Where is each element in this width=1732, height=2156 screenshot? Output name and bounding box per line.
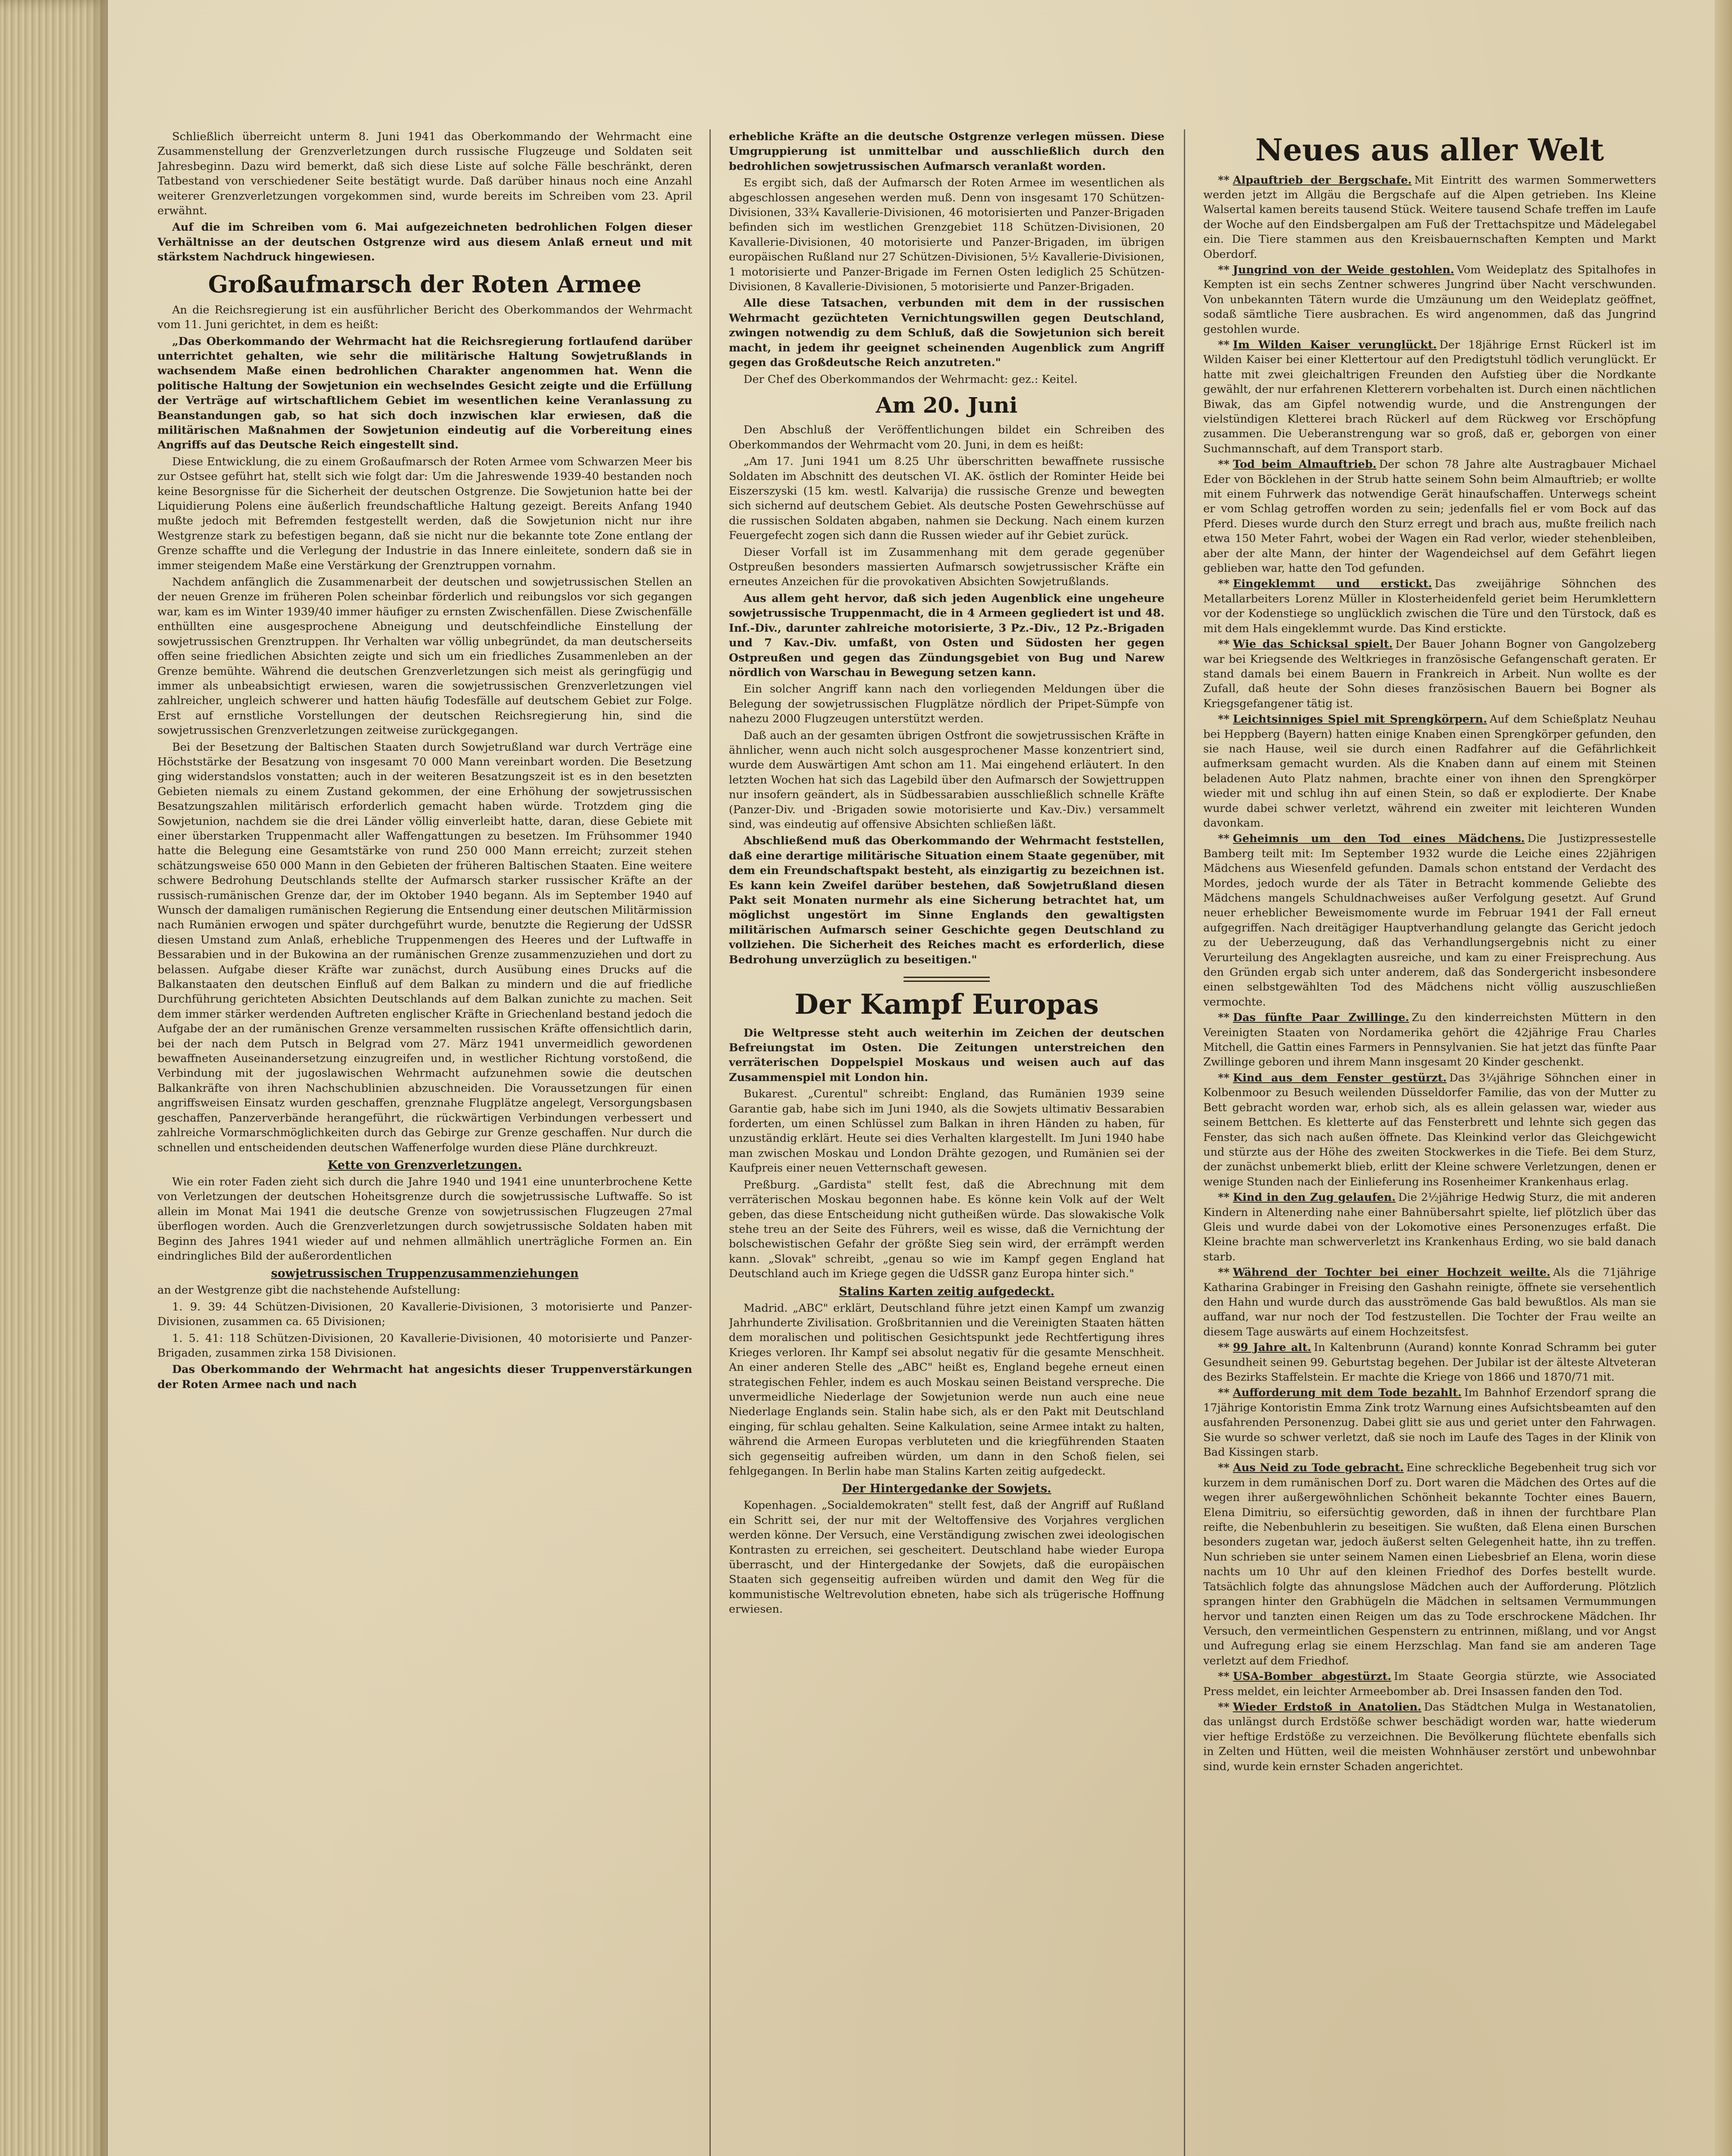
item-marker: ** [1218,1670,1230,1683]
news-item [1203,263,1656,337]
list-item: 1. 5. 41: 118 Schützen-Divisionen, 20 Kavallerie-Divisionen, 40 motorisierte und Panzer-Brigaden, zusammen zirka 158 Divisionen. [157,1332,692,1360]
item-headline: 99 Jahre alt. [1233,1341,1312,1354]
item-text: Im Bahnhof Erzendorf sprang die 17jährige Kontoristin Emma Zink trotz Warnung eines Aufsichtsbeamten auf den ausfahrenden Personenzug. Dabei glitt sie aus und geriet unter den Fahrwagen. Sie wurde so schwer verletzt, daß sie noch im Laufe des Tages in der Klinik von Bad Kissingen starb. [1203,1386,1656,1459]
news-item [1203,1385,1656,1460]
item-marker: ** [1218,263,1230,276]
item-headline: Geheimnis um den Tod eines Mädchens. [1233,832,1525,846]
news-item [1203,173,1656,262]
paragraph: Bei der Besetzung der Baltischen Staaten durch Sowjetrußland war durch Verträge eine Höchststärke der Besatzung von insgesamt 70 000 Mann vereinbart worden. Die Besetzung ging widerstandslos vonstatten; auch in der weiteren Besatzungszeit ist es in den besetzten Gebieten niemals zu einem Zustand gekommen, der eine Erhöhung der sowjetrussischen Besatzungszahlen militärisch erforderlich gemacht haben würde. Trotzdem ging die Sowjetunion, nachdem sie die drei Länder völlig einverleibt hatte, daran, diese Gebiete mit einer überstarken Truppenmacht aller Waffengattungen zu besetzen. Im Frühsommer 1940 hatte die Belegung eine Gesamtstärke von rund 250 000 Mann erreicht; zurzeit stehen schätzungsweise 650 000 Mann in den Gebieten der früheren Baltischen Staaten. Eine weitere schwere Bedrohung Deutschlands stellte der Aufmarsch starker russischer Kräfte an der russisch-rumänischen Grenze dar, der im Oktober 1940 begann. Als im September 1940 auf Wunsch der damaligen rumänischen Regierung die Entsendung einer deutschen Militärmission nach Rumänien erwogen und später durchgeführt wurde, benutzte die Regierung der UdSSR diesen Umstand zum Anlaß, erhebliche Truppenmengen des Heeres und der Luftwaffe in Bessarabien und in der Bukowina an der rumänischen Grenze zusammenzuziehen und dort zu belassen. Aufgabe dieser Kräfte war zunächst, durch Ausübung eines Drucks auf die Balkanstaaten den deutschen Einfluß auf dem Balkan zu mindern und die auf friedliche Durchführung gerichteten Absichten Deutschlands auf dem Balkan zunichte zu machen. Seit dem immer stärker werdenden Auftreten englischer Kräfte in Griechenland bestand jedoch die Aufgabe der an der rumänischen Grenze versammelten russischen Kräfte offensichtlich darin, bei der nach dem Putsch in Belgrad vom 27. März 1941 unvermeidlich gewordenen bewaffneten Auseinandersetzung einzugreifen und, in westlicher Richtung vorstoßend, die Verbindung mit der jugoslawischen Wehrmacht aufzunehmen sowie die deutschen Balkankräfte von ihren Nachschublinien abzuschneiden. Die Voraussetzungen für einen angriffsweisen Einsatz wurden geschaffen, grenznahe Flugplätze angelegt, Versorgungsbasen geschaffen, Panzerverbände herangeführt, die rückwärtigen Verbindungen verbessert und zahlreiche Vormarschmöglichkeiten durch das Gebirge zur Grenze geschaffen. Nur durch die schnellen und entscheidenden deutschen Waffenerfolge wurden diese Pläne durchkreuzt. [157,740,692,1154]
item-headline: Alpauftrieb der Bergschafe. [1233,173,1412,187]
paragraph: Preßburg. „Gardista" stellt fest, daß die Abrechnung mit dem verräterischen Moskau begonnen habe. Es könne kein Volk auf der Welt geben, das diese Entscheidung nicht gutheißen würde. Das slowakische Volk stehe treu an der Seite des Führers, weil es wisse, daß die Vernichtung der bolschewistischen Gefahr der größte Sieg sein wird, der errämpft werden kann. „Slovak" schreibt, „genau so wie im Kampf gegen England hat Deutschland auch im Kriege gegen die UdSSR ganz Europa hinter sich." [729,1178,1164,1281]
paragraph: Schließlich überreicht unterm 8. Juni 1941 das Oberkommando der Wehrmacht eine Zusammenstellung der Grenzverletzungen durch russische Flugzeuge und Soldaten seit Jahresbeginn. Dazu wird bemerkt, daß sich diese Liste auf solche Fälle beschränkt, deren Tatbestand von verschiedener Seite bestätigt wurde. Daß darüber hinaus noch eine Anzahl weiterer Grenzverletzungen vorgekommen sind, wurde bereits im Schreiben vom 23. April erwähnt. [157,130,692,218]
item-marker: ** [1218,713,1230,726]
paragraph: „Am 17. Juni 1941 um 8.25 Uhr überschritten bewaffnete russische Soldaten im Abschnitt des deutschen VI. AK. östlich der Rominter Heide bei Eiszerszyski (15 km. westl. Kalvarija) die russische Grenze und bewegten sich sichernd auf deutschem Gebiet. Als deutsche Posten Gewehrschüsse auf die russischen Soldaten abgaben, nahmen sie Deckung. Nach einem kurzen Feuergefecht zogen sich dann die Russen wieder auf ihr Gebiet zurück. [729,455,1164,542]
column-left [157,129,692,2156]
paragraph: Auf die im Schreiben vom 6. Mai aufgezeichneten bedrohlichen Folgen dieser Verhältnisse an der deutschen Ostgrenze wird aus diesem Anlaß erneut und mit stärkstem Nachdruck hingewiesen. [157,221,692,264]
item-text: Das zweijährige Söhnchen des Metallarbeiters Lorenz Müller in Klosterheidenfeld geriet beim Herumklettern vor der Kodenstiege so unglücklich zwischen die Türe und den Türstock, daß es mit dem Hals eingeklemmt wurde. Das Kind erstickte. [1203,577,1656,635]
item-text: Die 2½jährige Hedwig Sturz, die mit anderen Kindern in Altenerding nahe einer Bahnübersahrt spielte, lief plötzlich über das Gleis und wurde dabei von der Lokomotive eines Personenzuges erfaßt. Die Kleine brachte man schwerverletzt ins Krankenhaus Erding, wo sie bald danach starb. [1203,1191,1656,1263]
news-item [1203,712,1656,830]
item-headline: Im Wilden Kaiser verunglückt. [1233,338,1437,351]
item-marker: ** [1218,1071,1230,1084]
paragraph: Daß auch an der gesamten übrigen Ostfront die sowjetrussischen Kräfte in ähnlicher, wenn auch nicht solch ausgesprochener Masse konzentriert sind, wurde dem Auswärtigen Amt schon am 11. Mai eingehend erläutert. In den letzten Wochen hat sich das Lagebild über den Aufmarsch der Sowjettruppen nur insofern geändert, als in Südbessarabien ausschließlich schnelle Kräfte (Panzer-Div. und -Brigaden sowie motorisierte und Kav.-Div.) versammelt sind, was eindeutig auf offensive Absichten schließen läßt. [729,729,1164,831]
item-headline: Tod beim Almauftrieb. [1233,458,1377,471]
news-item [1203,1340,1656,1385]
item-headline: Wieder Erdstoß in Anatolien. [1233,1700,1421,1714]
news-item [1203,1071,1656,1189]
item-text: Der schon 78 Jahre alte Austragbauer Michael Eder von Böcklehen in der Strub hatte seinem Sohn beim Almauftrieb; er wollte mit einem Fuhrwerk das notwendige Gerät hinaufschaffen. Unterwegs scheint er vom Schlag getroffen worden zu sein; jedenfalls fiel er vom Bock auf das Pferd. Dieses wurde durch den Sturz erregt und brach aus, mußte freilich nach etwa 150 Meter Fahrt, wobei der Wagen ein Rad verlor, wieder stehenbleiben, aber der alte Mann, der hinter der Wagendeichsel auf dem Gefährt liegen geblieben war, hatte den Tod gefunden. [1203,458,1656,575]
item-headline: Jungrind von der Weide gestohlen. [1233,263,1454,276]
quote-paragraph: „Das Oberkommando der Wehrmacht hat die Reichsregierung fortlaufend darüber unterrichtet gehalten, wie sehr die militärische Haltung Sowjetrußlands in wachsendem Maße einen bedrohlichen Charakter angenommen hat. Wenn die politische Haltung der Sowjetunion ein wechselndes Gesicht zeigte und die Erfüllung der Verträge auf wirtschaftlichem Gebiet im wesentlichen keine Veranlassung zu Beanstandungen gab, so hat sich doch inzwischen klar erwiesen, daß die militärischen Maßnahmen der Sowjetunion eindeutig auf die Vorbereitung eines Angriffs auf das Deutsche Reich eingestellt sind. [157,335,692,452]
item-marker: ** [1218,458,1230,471]
column-right [1203,129,1656,2156]
item-text: Als die 71jährige Katharina Grabinger in Freising den Gashahn reinigte, öffnete sie versehentlich den Hahn und wurde durch das ausströmende Gas bald bewußtlos. Als man sie auffand, war nur noch der Tod festzustellen. Die Tochter der Frau weilte an diesem Tage auswärts auf einem Hochzeitsfest. [1203,1266,1656,1338]
news-item [1203,1265,1656,1339]
paragraph: Das Oberkommando der Wehrmacht hat angesichts dieser Truppenverstärkungen der Roten Armee nach und nach [157,1363,692,1391]
item-marker: ** [1218,173,1230,187]
paragraph: Bukarest. „Curentul" schreibt: England, das Rumänien 1939 seine Garantie gab, habe sich im Juni 1940, als die Sowjets ultimativ Bessarabien forderten, um einen Schlüssel zum Balkan in ihren Händen zu haben, für unzuständig erklärt. Heute sei dies Verhalten klargestellt. Im Juni 1940 habe man zwischen Moskau und London Drähte gezogen, und Rumänien sei der Kaufpreis einer neuen Vetternschaft gewesen. [729,1087,1164,1175]
column-rule [1184,129,1185,2156]
item-headline: Das fünfte Paar Zwillinge. [1233,1011,1409,1025]
item-marker: ** [1218,832,1230,846]
news-list [1203,173,1656,1774]
news-item [1203,831,1656,1009]
item-marker: ** [1218,338,1230,351]
item-headline: Kind in den Zug gelaufen. [1233,1191,1396,1204]
page-edge-right [1715,0,1732,2156]
article-heading: Der Kampf Europas [794,988,1099,1021]
news-item [1203,577,1656,636]
news-item [1203,1669,1656,1699]
item-headline: Kind aus dem Fenster gestürzt. [1233,1071,1447,1084]
paragraph: Nachdem anfänglich die Zusammenarbeit der deutschen und sowjetrussischen Stellen an der neuen Grenze im früheren Polen scheinbar förderlich und reibungslos vor sich gegangen war, kam es im Winter 1939/40 immer häufiger zu ernsten Zwischenfällen. Diese Zwischenfälle enthüllten eine ausgesprochene Abneigung und deutschfeindliche Einstellung der sowjetrussischen Grenztruppen. Ihr Verhalten war völlig unbegründet, da man deutscherseits offen seine friedlichen Absichten zeigte und sich um ein friedliches Zusammenleben an der Grenze bemühte. Während die deutschen Grenzverletzungen sich meist als geringfügig und immer als unbeabsichtigt erwiesen, waren die sowjetrussischen Grenzverletzungen viel zahlreicher, ungleich schwerer und hatten häufig Todesfälle auf deutschem Gebiet zur Folge. Erst auf ernstliche Vorstellungen der deutschen Reichsregierung hin, sind die sowjetrussischen Grenzverletzungen zeitweise zurückgegangen. [157,576,692,737]
paragraph: Alle diese Tatsachen, verbunden mit dem in der russischen Wehrmacht gezüchteten Vernichtungswillen gegen Deutschland, zwingen notwendig zu dem Schluß, daß die Sowjetunion sich bereit macht, in jedem ihr geeignet scheinenden Augenblick zum Angriff gegen das Großdeutsche Reich anzutreten." [729,297,1164,370]
column-rule [709,129,711,2156]
item-headline: Aus Neid zu Tode gebracht. [1233,1461,1404,1475]
item-text: Vom Weideplatz des Spitalhofes in Kempten ist ein sechs Zentner schweres Jungrind über Nacht verschwunden. Von unbekannten Tätern wurde die Umzäunung um den Weideplatz geöffnet, sodaß sämtliche Tiere ausbrachen. Es wird angenommen, daß das Jungrind gestohlen wurde. [1203,263,1656,336]
paragraph: Ein solcher Angriff kann nach den vorliegenden Meldungen über die Belegung der sowjetrussischen Flugplätze nördlich der Pripet-Sümpfe von nahezu 2000 Flugzeugen unterstützt werden. [729,683,1164,726]
news-item [1203,457,1656,576]
section-heading: Neues aus aller Welt [1255,132,1604,168]
item-marker: ** [1218,1341,1230,1354]
item-headline: Leichtsinniges Spiel mit Sprengkörpern. [1233,713,1487,726]
item-headline: USA-Bomber abgestürzt. [1233,1670,1392,1683]
news-item [1203,1460,1656,1668]
news-item [1203,1190,1656,1264]
subheading: sowjetrussischen Truppenzusammenziehungen [271,1267,579,1281]
item-text: Der Bauer Johann Bogner von Gangolzeberg war bei Kriegsende des Weltkrieges in französische Gefangenschaft geraten. Er stand damals bei einem Bauern in Frankreich in Arbeit. Nun wollte es der Zufall, daß heute der Sohn dieses französischen Bauern bei Bogner als Kriegsgefangener tätig ist. [1203,638,1656,710]
subheading: Der Hintergedanke der Sowjets. [842,1482,1051,1496]
item-headline: Aufforderung mit dem Tode bezahlt. [1233,1386,1462,1400]
item-marker: ** [1218,577,1230,591]
item-text: Auf dem Schießplatz Neuhau bei Heppberg (Bayern) hatten einige Knaben einen Sprengkörper gefunden, den sie nach Hause, weil sie durch einen Radfahrer auf die Gefährlichkeit aufmerksam gemacht wurden. Als die Knaben dann auf einem mit Steinen beladenen Auto Platz nahmen, brachte einer von ihnen den Sprengkörper wieder mit und schlug ihn auf einen Stein, so daß er explodierte. Der Knabe wurde dabei schwer verletzt, während ein zweiter mit leichteren Wunden davonkam. [1203,713,1656,830]
news-item [1203,637,1656,711]
paragraph: Dieser Vorfall ist im Zusammenhang mit dem gerade gegenüber Ostpreußen besonders massierten Aufmarsch sowjetrussischer Kräfte ein erneutes Anzeichen für die provokativen Absichten Sowjetrußlands. [729,545,1164,589]
paragraph: Madrid. „ABC" erklärt, Deutschland führe jetzt einen Kampf um zwanzig Jahrhunderte Zivilisation. Großbritannien und die Vereinigten Staaten hätten dem moralischen und politischen Gesichtspunkt jede Rechtfertigung ihres Krieges verloren. Ihr Kampf sei absolut negativ für die gesamte Menschheit. An einer anderen Stelle des „ABC" heißt es, England begehe erneut einen strategischen Fehler, indem es auch Moskau seinen Beistand verspreche. Die unvermeidliche Niederlage der Sowjetunion werde nun auch eine neue Niederlage Englands sein. Stalin habe sich, als er den Pakt mit Deutschland einging, für schlau gehalten. Seine Kalkulation, seine Armee intakt zu halten, während die Armeen Europas verbluteten und die kriegführenden Staaten sich gegenseitig aufreiben würden, um dann in den Schoß fielen, sei fehlgegangen. In Berlin habe man Stalins Karten zeitig aufgedeckt. [729,1301,1164,1478]
item-text: Das Städtchen Mulga in Westanatolien, das unlängst durch Erdstöße schwer beschädigt worden war, hatte wiederum vier heftige Erdstöße zu verzeichnen. Die Bevölkerung flüchtete ebenfalls sich in Zelten und Hütten, weil die meisten Wohnhäuser zerstört und unbewohnbar sind, wurde kein ernster Schaden angerichtet. [1203,1700,1656,1773]
news-item [1203,1700,1656,1774]
news-item [1203,338,1656,456]
item-text: Eine schreckliche Begebenheit trug sich vor kurzem in dem rumänischen Dorf zu. Dort waren die Mädchen des Ortes auf die wegen ihrer außergewöhnlichen Schönheit bekannte Tochter eines Bauern, Elena Dimitriu, so eifersüchtig geworden, daß in ihnen der furchtbare Plan reifte, die Nebenbuhlerin zu beseitigen. Sie wußten, daß Elena einen Burschen besonders zugetan war, jedoch äußerst selten Gelegenheit hatte, ihn zu treffen. Nun schrieben sie unter seinem Namen einen Liebesbrief an Elena, worin diese nachts um 10 Uhr auf den kleinen Friedhof des Dorfes bestellt wurde. Tatsächlich folgte das ahnungslose Mädchen auch der Aufforderung. Plötzlich sprangen hinter den Grabhügeln die Mädchen in seltsamen Vermummungen hervor und tanzten einen Reigen um das zu Tode erschrockene Mädchen. Ihr Versuch, den vermeintlichen Gespenstern zu entrinnen, mißlang, und vor Angst und Aufregung erlag sie einem Herzschlag. Man fand sie am anderen Tage verletzt auf dem Friedhof. [1203,1461,1656,1667]
item-text: Mit Eintritt des warmen Sommerwetters werden jetzt im Allgäu die Bergschafe auf die Alpen getrieben. Ins Kleine Walsertal kamen bereits tausend Stück. Weitere tausend Schafe treffen im Laufe der Woche auf den Eindsbergalpen am Fuß der Trettachspitze und Mädelegabel ein. Die Tiere stammen aus den Kreisbauernschaften Kempten und Markt Oberdorf. [1203,173,1656,261]
paragraph: Es ergibt sich, daß der Aufmarsch der Roten Armee im wesentlichen als abgeschlossen angesehen werden muß. Denn von insgesamt 170 Schützen-Divisionen, 33¾ Kavallerie-Divisionen, 46 motorisierten und Panzer-Brigaden befinden sich im westlichen Grenzgebiet 118 Schützen-Divisionen, 20 Kavallerie-Divisionen, 40 motorisierte und Panzer-Brigaden, im übrigen europäischen Rußland nur 27 Schützen-Divisionen, 5½ Kavallerie-Divisionen, 1 motorisierte und Panzer-Brigade im Fernen Osten lediglich 25 Schützen-Divisionen, 8 Kavallerie-Divisionen, 5 motorisierte und Panzer-Brigaden. [729,176,1164,294]
subheading: Kette von Grenzverletzungen. [327,1158,522,1172]
item-marker: ** [1218,1461,1230,1475]
item-headline: Wie das Schicksal spielt. [1233,638,1393,651]
subheading: Stalins Karten zeitig aufgedeckt. [839,1285,1054,1298]
item-marker: ** [1218,1700,1230,1714]
item-marker: ** [1218,1386,1230,1400]
paragraph: Diese Entwicklung, die zu einem Großaufmarsch der Roten Armee vom Schwarzen Meer bis zur Ostsee geführt hat, stellt sich wie folgt dar: Um die Jahreswende 1939-40 bestanden noch keine Besorgnisse für die Sicherheit der deutschen Ostgrenze. Die Sowjetunion hatte bei der Liquidierung Polens eine äußerlich freundschaftliche Haltung gezeigt. Bereits Anfang 1940 mußte jedoch mit Befremden festgestellt werden, daß die Sowjetunion nicht nur ihre Westgrenze stark zu befestigen begann, daß sie nicht nur die bekannte tote Zone entlang der Grenze schaffte und die Verlegung der Industrie in das Innere einleitete, sondern daß sie in immer steigendem Maße eine Verstärkung der Grenztruppen vornahm. [157,455,692,572]
item-headline: Eingeklemmt und erstickt. [1233,577,1432,591]
item-marker: ** [1218,638,1230,651]
paragraph: Wie ein roter Faden zieht sich durch die Jahre 1940 und 1941 eine ununterbrochene Kette von Verletzungen der deutschen Hoheitsgrenze durch die sowjetrussische Luftwaffe. So ist allein im Monat Mai 1941 die deutsche Grenze von sowjetrussischen Flugzeugen 27mal überflogen worden. Auch die Grenzverletzungen durch sowjetrussische Soldaten haben mit Beginn des Jahres 1941 wieder auf und nehmen allmählich unerträgliche Formen an. Ein eindringliches Bild der außerordentlichen [157,1175,692,1263]
paragraph: an der Westgrenze gibt die nachstehende Aufstellung: [157,1284,461,1297]
item-text: Das 3¼jährige Söhnchen einer in Kolbenmoor zu Besuch weilenden Düsseldorfer Familie, das von der Mutter zu Bett gebracht worden war, erhob sich, als es allein gelassen war, wieder aus seinem Bettchen. Es kletterte auf das Fensterbrett und lehnte sich gegen das Fenster, das sich nach außen öffnete. Das Kleinkind verlor das Gleichgewicht und stürzte aus der Höhe des zweiten Stockwerkes in die Tiefe. Bei dem Sturz, der zunächst unbemerkt blieb, erlitt der Kleine schwere Verletzungen, denen er wenige Stunden nach der Einlieferung ins Rosenheimer Krankenhaus erlag. [1203,1071,1656,1188]
item-text: Der 18jährige Ernst Rückerl ist im Wilden Kaiser bei einer Klettertour auf den Predigtstuhl tödlich verunglückt. Er hatte mit zwei gleichaltrigen Freunden den Aufstieg über die Nordkante gewählt, der nur erfahrenen Kletterern vorbehalten ist. Durch einen nächtlichen Biwak, das am Gipfel notwendig wurde, und die Anstrengungen der vielstündigen Kletterei brach Rückerl auf dem Rückweg vor Erschöpfung zusammen. Die Ueberanstrengung war so groß, daß er, geborgen von einer Suchmannschaft, auf dem Transport starb. [1203,338,1656,455]
item-headline: Während der Tochter bei einer Hochzeit weilte. [1233,1266,1550,1279]
column-middle [729,129,1164,2156]
paragraph: Aus allem geht hervor, daß sich jeden Augenblick eine ungeheure sowjetrussische Truppenmacht, die in 4 Armeen gegliedert ist und 48. Inf.-Div., darunter zahlreiche motorisierte, 3 Pz.-Div., 12 Pz.-Brigaden und 7 Kav.-Div. umfaßt, von Osten und Südosten her gegen Ostpreußen und gegen das Zündungsgebiet von Bug und Narew nördlich von Warschau in Bewegung setzen kann. [729,592,1164,679]
article-heading: Großaufmarsch der Roten Armee [208,270,642,298]
item-marker: ** [1218,1266,1230,1279]
article-heading: Am 20. Juni [875,392,1018,418]
item-text: Die Justizpressestelle Bamberg teilt mit: Im September 1932 wurde die Leiche eines 22jährigen Mädchens aus Wiesenfeld gefunden. Damals schon entstand der Verdacht des Mordes, jedoch wurde der als Täter in Betracht kommende Geliebte des Mädchens mangels Schuldnachweises außer Verfolgung gesetzt. Auf Grund neuer erheblicher Beweismomente wurde im Februar 1941 der Fall erneut aufgegriffen. Nach dreitägiger Hauptverhandlung gelangte das Gericht jedoch zu der Ueberzeugung, daß das Verhandlungsergebnis nicht zu einer Verurteilung des Angeklagten ausreiche, und kam zu einer Freisprechung. Aus den Gründen ergab sich unter anderem, daß das Sondergericht insbesondere einen selbstgewählten Tod des Mädchens nicht völlig auszuschließen vermochte. [1203,832,1656,1009]
item-text: Zu den kinderreichsten Müttern in den Vereinigten Staaten von Nordamerika gehört die 42jährige Frau Charles Mitchell, die Gattin eines Farmers in Pennsylvanien. Sie hat jetzt das fünfte Paar Zwillinge geboren und ihrem Mann insgesamt 20 Kinder geschenkt. [1203,1011,1656,1069]
section-divider [904,977,990,982]
list-item: 1. 9. 39: 44 Schützen-Divisionen, 20 Kavallerie-Divisionen, 3 motorisierte und Panzer-Divisionen, zusammen ca. 65 Divisionen; [157,1300,692,1329]
paragraph: erhebliche Kräfte an die deutsche Ostgrenze verlegen müssen. Diese Umgruppierung ist unmittelbar und ausschließlich durch den bedrohlichen sowjetrussischen Aufmarsch veranlaßt worden. [729,130,1164,173]
item-text: Im Staate Georgia stürzte, wie Associated Press meldet, ein leichter Armeebomber ab. Drei Insassen fanden den Tod. [1203,1670,1656,1698]
paragraph: Abschließend muß das Oberkommando der Wehrmacht feststellen, daß eine derartige militärische Situation einem Staate gegenüber, mit dem ein Freundschaftspakt besteht, als einzigartig zu bezeichnen ist. Es kann kein Zweifel darüber bestehen, daß Sowjetrußland diesen Pakt seit Monaten nurmehr als eine Sicherung betrachtet hat, um möglichst ungestört im Sinne Englands den gewaltigsten militärischen Aufmarsch seiner Geschichte gegen Deutschland zu vollziehen. Die Sicherheit des Reiches macht es erforderlich, diese Bedrohung unverzüglich zu beseitigen." [729,834,1164,966]
paragraph: Den Abschluß der Veröffentlichungen bildet ein Schreiben des Oberkommandos der Wehrmacht vom 20. Juni, in dem es heißt: [729,423,1164,451]
item-marker: ** [1218,1191,1230,1204]
paragraph: An die Reichsregierung ist ein ausführlicher Bericht des Oberkommandos der Wehrmacht vom 11. Juni gerichtet, in dem es heißt: [157,303,692,332]
paragraph: Die Weltpresse steht auch weiterhin im Zeichen der deutschen Befreiungstat im Osten. Die Zeitungen unterstreichen den verräterischen Doppelspiel Moskaus und weisen auch auf das Zusammenspiel mit London hin. [729,1026,1164,1084]
binder-edge [0,0,108,2156]
item-text: In Kaltenbrunn (Aurand) konnte Konrad Schramm bei guter Gesundheit seinen 99. Geburtstag begehen. Der Jubilar ist der älteste Altveteran des Bezirks Staffelstein. Er machte die Kriege von 1866 und 1870/71 mit. [1203,1341,1656,1384]
news-item [1203,1010,1656,1070]
item-marker: ** [1218,1011,1230,1025]
signature: Der Chef des Oberkommandos der Wehrmacht: gez.: Keitel. [744,373,1078,386]
paragraph: Kopenhagen. „Socialdemokraten" stellt fest, daß der Angriff auf Rußland ein Schritt sei, der nur mit der Weltoffensive des Vorjahres verglichen werden könne. Der Versuch, eine Verständigung zwischen zwei ideologischen Kontrasten zu erreichen, sei gescheitert. Deutschland habe wieder Europa überrascht, und der Hintergedanke der Sowjets, daß die europäischen Staaten sich gegenseitig aufreiben würden und damit den Weg für die kommunistische Weltrevolution ebneten, habe sich als trügerische Hoffnung erwiesen. [729,1499,1164,1616]
